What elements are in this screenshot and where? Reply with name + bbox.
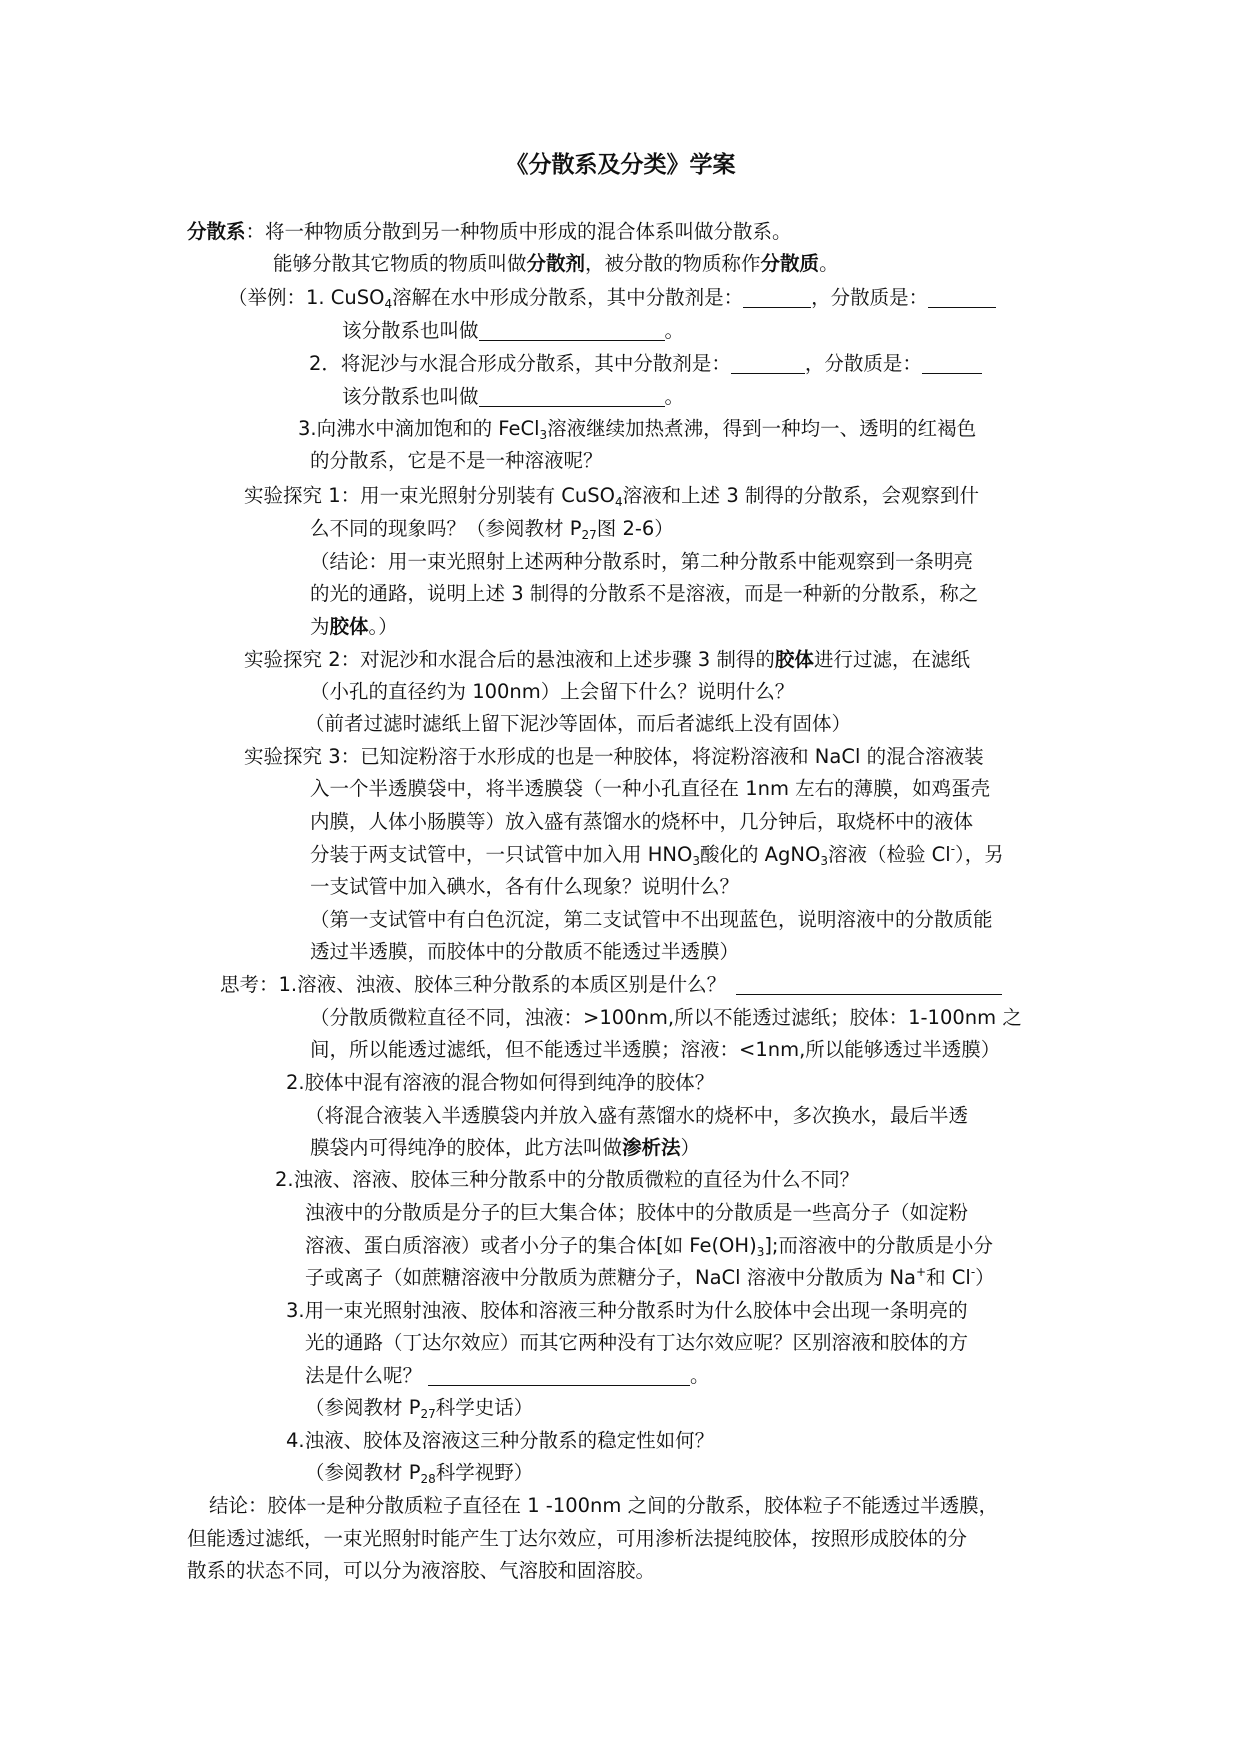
example-2: 2．将泥沙与水混合形成分散系，其中分散剂是： ，分散质是： <box>309 349 982 379</box>
think-question-4: 3.用一束光照射浊液、胶体和溶液三种分散系时为什么胶体中会出现一条明亮的 <box>286 1299 968 1322</box>
answer-blank[interactable] <box>736 972 1002 995</box>
think-answer-2-line-2: 膜袋内可得纯净的胶体，此方法叫做渗析法） <box>310 1136 701 1159</box>
example-1: （举例：1. CuSO$_4$溶解在水中形成分散系，其中分散剂是： ，分散质是： <box>228 283 996 313</box>
experiment-3-line-3: 内膜，人体小肠膜等）放入盛有蒸馏水的烧杯中，几分钟后，取烧杯中的液体 <box>310 810 974 833</box>
answer-blank[interactable] <box>479 318 665 341</box>
term-colloid: 胶体 <box>774 648 814 671</box>
page-title: 《分散系及分类》学案 <box>505 152 736 178</box>
experiment-1-conclusion-2: 的光的通路，说明上述 3 制得的分散系不是溶液，而是一种新的分散系，称之 <box>310 582 979 605</box>
experiment-1-conclusion: （结论：用一束光照射上述两种分散系时，第二种分散系中能观察到一条明亮 <box>310 550 974 573</box>
think-question-4-line-3: 法是什么呢？ 。 <box>305 1364 710 1387</box>
definition-line-2: 能够分散其它物质的物质叫做分散剂，被分散的物质称作分散质。 <box>273 252 839 275</box>
experiment-1-conclusion-3: 为胶体。） <box>310 615 398 638</box>
think-answer-2: （将混合液装入半透膜袋内并放入盛有蒸馏水的烧杯中，多次换水，最后半透 <box>305 1104 969 1127</box>
think-question-4-line-2: 光的通路（丁达尔效应）而其它两种没有丁达尔效应呢？区别溶液和胶体的方 <box>305 1331 969 1354</box>
think-question-2: 2.胶体中混有溶液的混合物如何得到纯净的胶体？ <box>286 1071 715 1094</box>
conclusion: 结论：胶体一是种分散质粒子直径在 1 -100nm 之间的分散系，胶体粒子不能透过半透膜， <box>209 1494 999 1517</box>
conclusion-line-3: 散系的状态不同，可以分为液溶胶、气溶胶和固溶胶。 <box>187 1559 656 1582</box>
experiment-1-line-2: 么不同的现象吗？（参阅教材 $P_{27}$图 2-6） <box>310 517 674 542</box>
experiment-2-answer: （前者过滤时滤纸上留下泥沙等固体，而后者滤纸上没有固体） <box>305 712 852 735</box>
term-colloid: 胶体 <box>329 615 369 638</box>
think-answer-3: 浊液中的分散质是分子的巨大集合体；胶体中的分散质是一些高分子（如淀粉 <box>305 1201 969 1224</box>
experiment-3-answer: （第一支试管中有白色沉淀，第二支试管中不出现蓝色，说明溶液中的分散质能 <box>310 908 993 931</box>
think-answer-1-line-2: 间，所以能透过滤纸，但不能透过半透膜；溶液：<1nm,所以能够透过半透膜） <box>310 1038 1001 1061</box>
think-answer-1: （分散质微粒直径不同，浊液：>100nm,所以不能透过滤纸；胶体：1-100nm 之 <box>310 1006 1022 1029</box>
think-answer-3-line-2: 溶液、蛋白质溶液）或者小分子的集合体[如 $Fe(OH)_3$];而溶液中的分散质是小分 <box>305 1234 994 1259</box>
example-3-line-2: 的分散系，它是不是一种溶液呢？ <box>310 449 603 472</box>
experiment-1: 实验探究 1：用一束光照射分别装有 CuSO$_4$溶液和上述 3 制得的分散系，会观察到什 <box>244 484 979 509</box>
experiment-2-line-2: （小孔的直径约为 100nm）上会留下什么？说明什么？ <box>310 680 795 703</box>
term-dialysis: 渗析法 <box>622 1136 681 1159</box>
example-3: 3.向沸水中滴加饱和的 FeCl$_3$溶液继续加热煮沸，得到一种均一、透明的红褐色 <box>298 417 977 442</box>
think-question-1: 思考：1.溶液、浊液、胶体三种分散系的本质区别是什么？ <box>220 970 1002 1000</box>
think-question-5: 4.浊液、胶体及溶液这三种分散系的稳定性如何？ <box>286 1429 715 1452</box>
experiment-3-answer-2: 透过半透膜，而胶体中的分散质不能透过半透膜） <box>310 940 740 963</box>
term-dispersion-system: 分散系 <box>187 220 246 243</box>
term-dispersant: 分散剂 <box>526 252 586 275</box>
answer-blank[interactable] <box>428 1363 690 1386</box>
textbook-reference-2: （参阅教材 $P_{28}$科学视野） <box>305 1461 534 1486</box>
experiment-2: 实验探究 2：对泥沙和水混合后的悬浊液和上述步骤 3 制得的胶体进行过滤，在滤纸 <box>244 648 970 671</box>
experiment-3-line-2: 入一个半透膜袋中，将半透膜袋（一种小孔直径在 1nm 左右的薄膜，如鸡蛋壳 <box>310 777 991 800</box>
experiment-3: 实验探究 3：已知淀粉溶于水形成的也是一种胶体，将淀粉溶液和 NaCl 的混合溶液装 <box>244 745 984 768</box>
textbook-reference-1: （参阅教材 $P_{27}$科学史话） <box>305 1396 534 1421</box>
experiment-3-line-4: 分装于两支试管中，一只试管中加入用 $HNO_3$酸化的 AgNO$_3$溶液（检验 Cl-），另 <box>310 842 1004 868</box>
think-answer-3-line-3: 子或离子（如蔗糖溶液中分散质为蔗糖分子，NaCl 溶液中分散质为 Na+和 Cl-） <box>305 1265 995 1289</box>
answer-blank[interactable] <box>731 351 805 374</box>
term-dispersed-phase: 分散质 <box>760 252 820 275</box>
definition-line: 分散系：将一种物质分散到另一种物质中形成的混合体系叫做分散系。 <box>187 220 792 243</box>
experiment-3-line-5: 一支试管中加入碘水，各有什么现象？说明什么？ <box>310 875 740 898</box>
answer-blank[interactable] <box>479 384 665 407</box>
example-1-line-2: 该分散系也叫做 。 <box>342 319 685 342</box>
think-question-3: 2.浊液、溶液、胶体三种分散系中的分散质微粒的直径为什么不同？ <box>275 1168 860 1191</box>
answer-blank[interactable] <box>743 285 811 308</box>
answer-blank[interactable] <box>928 285 996 308</box>
answer-blank[interactable] <box>922 351 982 374</box>
example-2-line-2: 该分散系也叫做 。 <box>342 385 685 408</box>
conclusion-line-2: 但能透过滤纸，一束光照射时能产生丁达尔效应，可用渗析法提纯胶体，按照形成胶体的分 <box>187 1527 968 1550</box>
